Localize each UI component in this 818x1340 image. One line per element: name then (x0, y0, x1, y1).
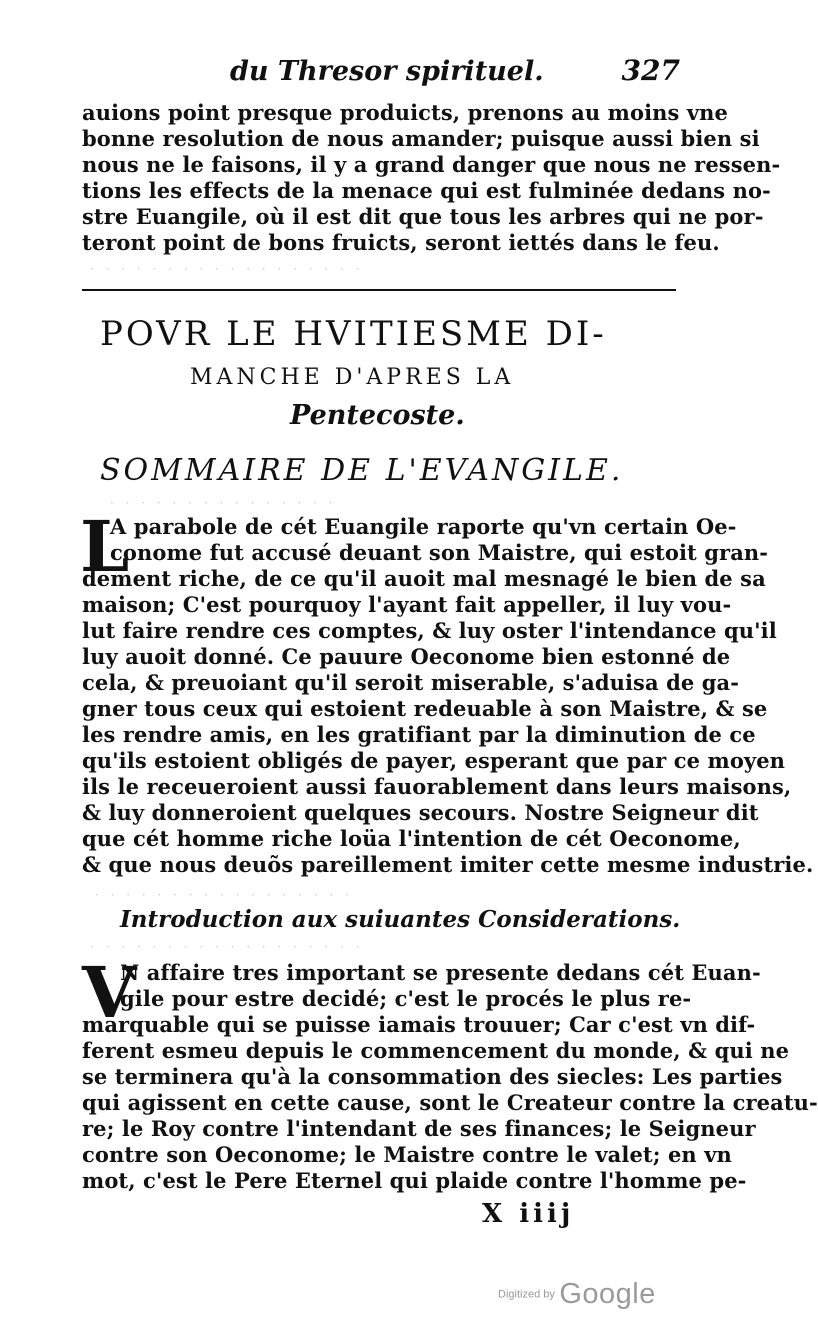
section-heading-italic: Pentecoste. (290, 400, 465, 431)
section-heading-sub: MANCHE D'APRES LA (190, 365, 515, 390)
bleed-through-mark: · · · · · · · · · · · · · · · (110, 496, 337, 510)
text-line: cela, & preuoiant qu'il seroit miserable, s'aduisa de ga- (82, 670, 740, 695)
text-line: conome fut accusé deuant son Maistre, qui estoit gran- (110, 540, 769, 565)
sommaire-paragraph (80, 505, 814, 878)
text-line: stre Euangile, où il est dit que tous les arbres qui ne por- (82, 204, 764, 229)
text-line: nous ne le faisons, il y a grand danger que nous ne ressen- (82, 152, 781, 177)
watermark-brand: Google (559, 1278, 656, 1310)
running-head (200, 54, 680, 94)
signature-mark: X iiij (482, 1199, 575, 1229)
text-line: re; le Roy contre l'intendant de ses finances; le Seigneur (82, 1116, 756, 1141)
text-line: mot, c'est le Pere Eternel qui plaide contre l'homme pe- (82, 1168, 747, 1193)
text-line: ferent esmeu depuis le commencement du monde, & qui ne (82, 1038, 790, 1063)
text-line: que cét homme riche loüa l'intention de cét Oeconome, (82, 826, 741, 851)
top-paragraph (82, 100, 781, 256)
drop-cap: L (80, 505, 130, 588)
text-line: contre son Oeconome; le Maistre contre le valet; en vn (82, 1142, 732, 1167)
text-line: bonne resolution de nous amander; puisque aussi bien si (82, 126, 760, 151)
text-line: les rendre amis, en les gratifiant par la diminution de ce (82, 722, 756, 747)
text-line: luy auoit donné. Ce pauure Oeconome bien estonné de (82, 644, 731, 669)
page-number: 327 (621, 54, 680, 87)
sommaire-heading: SOMMAIRE DE L'EVANGILE. (100, 453, 624, 488)
running-head-title: du Thresor spirituel. (230, 56, 544, 87)
text-line: gner tous ceux qui estoient redeuable à son Maistre, & se (82, 696, 768, 721)
text-line: & luy donneroient quelques secours. Nostre Seigneur dit (82, 800, 759, 825)
text-line: maison; C'est pourquoy l'ayant fait appeller, il luy vou- (82, 592, 732, 617)
text-line: N affaire tres important se presente dedans cét Euan- (120, 960, 761, 985)
text-line: teront point de bons fruicts, seront iettés dans le feu. (82, 230, 720, 255)
text-line: qu'ils estoient obligés de payer, esperant que par ce moyen (82, 748, 786, 773)
text-line: lut faire rendre ces comptes, & luy oster l'intendance qu'il (82, 618, 777, 643)
section-heading: POVR LE HVITIESME DI- (100, 314, 607, 354)
bleed-through-mark: · · · · · · · · · · · · · · · · · (95, 888, 353, 902)
digitization-watermark (498, 1278, 656, 1311)
section-divider (82, 289, 676, 291)
text-line: & que nous deuõs pareillement imiter cette mesme industrie. (82, 852, 814, 877)
text-line: ils le receueroient aussi fauorablement dans leurs maisons, (82, 774, 792, 799)
drop-cap: V (82, 951, 137, 1034)
bleed-through-mark: · · · · · · · · · · · · · · · · · · (90, 262, 364, 276)
text-line: tions les effects de la menace qui est fulminée dedans no- (82, 178, 771, 203)
text-line: A parabole de cét Euangile raporte qu'vn certain Oe- (110, 514, 737, 539)
bleed-through-mark: · · · · · · · · · · · · · · · · · · (90, 940, 364, 954)
text-line: marquable qui se puisse iamais trouuer; Car c'est vn dif- (82, 1012, 756, 1037)
text-line: se terminera qu'à la consommation des siecles: Les parties (82, 1064, 783, 1089)
introduction-heading: Introduction aux suiuantes Considerations. (120, 906, 681, 933)
text-line: dement riche, de ce qu'il auoit mal mesnagé le bien de sa (82, 566, 766, 591)
introduction-paragraph (82, 951, 818, 1194)
text-line: qui agissent en cette cause, sont le Createur contre la creatu- (82, 1090, 818, 1115)
text-line: gile pour estre decidé; c'est le procés le plus re- (120, 986, 692, 1011)
watermark-prefix: Digitized by (498, 1288, 555, 1301)
text-line: auions point presque produicts, prenons au moins vne (82, 100, 728, 125)
